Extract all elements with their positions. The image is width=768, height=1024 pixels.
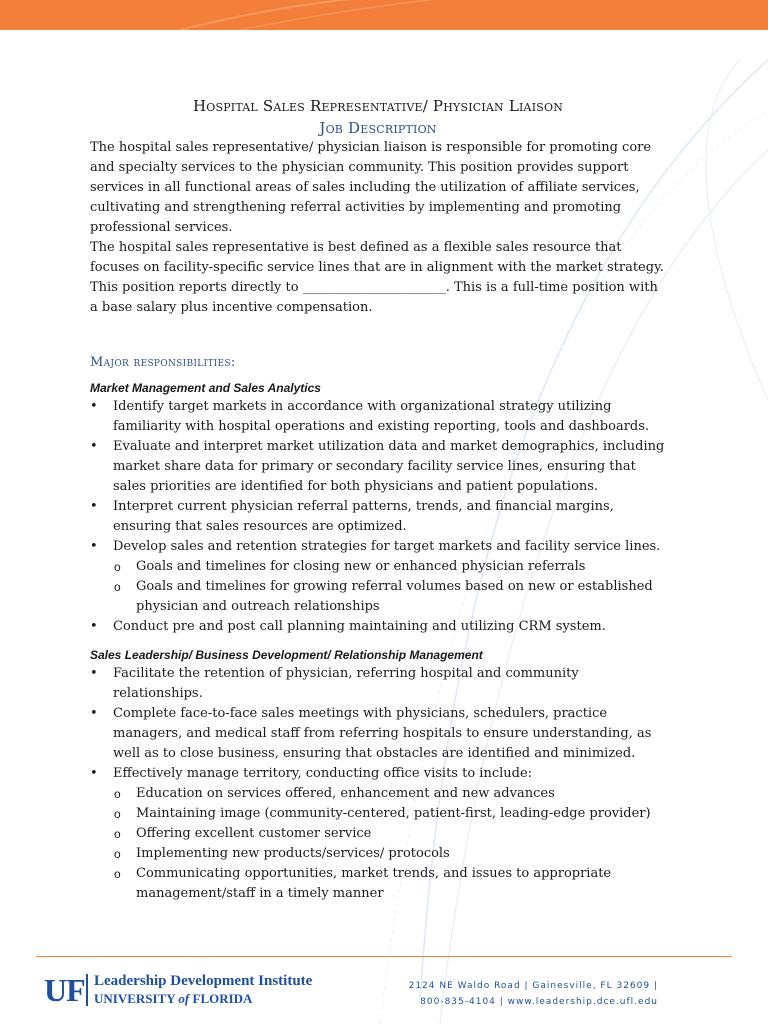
bullet-icon: •: [90, 706, 98, 721]
footer-divider: [36, 956, 732, 957]
bullet-icon: •: [90, 539, 98, 554]
subsection-heading-market-management: Market Management and Sales Analytics: [90, 381, 321, 395]
sub-bullet-icon: o: [114, 867, 121, 881]
footer-address-line: 2124 NE Waldo Road | Gainesville, FL 32609 |: [408, 981, 658, 991]
bullet-icon: •: [90, 666, 98, 681]
bullet-icon: •: [90, 499, 98, 514]
sub-bullet-icon: o: [114, 787, 121, 801]
bullet-icon: •: [90, 619, 98, 634]
sub-list-item: o Goals and timelines for closing new or enhanced physician referrals: [90, 557, 666, 577]
sub-list-item: o Maintaining image (community-centered, patient-first, leading-edge provider): [90, 804, 666, 824]
sub-bullet-list-market-management: [90, 557, 666, 617]
footer-address: [409, 978, 658, 1010]
list-item: • Complete face-to-face sales meetings with physicians, schedulers, practice managers, and medical staff from referring hospitals to ensure understanding, as well as to close business, ensuring that obstacles are identified and minimized.: [90, 706, 652, 761]
bullet-icon: •: [90, 399, 98, 414]
sub-bullet-list-sales-leadership: [90, 784, 666, 904]
logo-divider: [86, 974, 88, 1006]
subsection-heading-sales-leadership: Sales Leadership/ Business Development/ Relationship Management: [90, 648, 483, 662]
sub-list-item: o Offering excellent customer service: [90, 824, 666, 844]
bullet-list-market-management-end: [90, 617, 666, 637]
sub-bullet-icon: o: [114, 827, 121, 841]
sub-bullet-icon: o: [114, 560, 121, 574]
section-heading-responsibilities: Major responsibilities:: [90, 355, 236, 370]
overview-paragraph: The hospital sales representative is best defined as a flexible sales resource that focuses on facility-specific service lines that are in alignment with the market strategy. This position reports directly to ______________________. This is a full-time position with a base salary plus incentive compensation.: [90, 240, 664, 315]
sub-list-item: o Goals and timelines for growing referral volumes based on new or established physician and outreach relationships: [114, 579, 653, 614]
bullet-list-market-management: [90, 397, 666, 557]
banner-swoosh-decoration: [0, 0, 768, 30]
list-item: • Evaluate and interpret market utilization data and market demographics, including market share data for primary or secondary facility service lines, ensuring that sales priorities are identified for both physicians and patient populations.: [90, 439, 665, 494]
intro-paragraph: The hospital sales representative/ physician liaison is responsible for promoting core and specialty services to the physician community. This position provides support services in all functional areas of sales including the utilization of affiliate services, cultivating and strengthening referral activities by implementing and promoting professional services.: [90, 140, 652, 235]
bullet-list-sales-leadership: [90, 664, 666, 784]
uf-logo-mark: UF: [44, 972, 85, 1008]
sub-bullet-icon: o: [114, 807, 121, 821]
logo-institute-name: Leadership Development Institute: [94, 973, 313, 989]
sub-list-item: o Implementing new products/services/ protocols: [90, 844, 666, 864]
top-banner: [0, 0, 768, 30]
document-body: [90, 96, 666, 904]
sub-list-item: o Communicating opportunities, market trends, and issues to appropriate management/staff in a timely manner: [114, 866, 612, 901]
list-item: • Identify target markets in accordance with organizational strategy utilizing familiarity with hospital operations and existing reporting, tools and dashboards.: [90, 399, 650, 434]
list-item: • Conduct pre and post call planning maintaining and utilizing CRM system.: [90, 617, 666, 637]
sub-bullet-icon: o: [114, 580, 121, 594]
list-item: • Effectively manage territory, conducting office visits to include:: [90, 764, 666, 784]
sub-list-item: o Education on services offered, enhancement and new advances: [90, 784, 666, 804]
bullet-icon: •: [90, 766, 98, 781]
document-subtitle: Job Description: [319, 119, 437, 137]
list-item: • Develop sales and retention strategies for target markets and facility service lines.: [90, 537, 666, 557]
footer-contact-line[interactable]: 800-835-4104 | www.leadership.dce.ufl.edu: [420, 997, 658, 1007]
bullet-icon: •: [90, 439, 98, 454]
sub-bullet-icon: o: [114, 847, 121, 861]
document-title: Hospital Sales Representative/ Physician Liaison: [192, 97, 564, 115]
list-item: • Interpret current physician referral patterns, trends, and financial margins, ensuring that sales resources are optimized.: [90, 499, 614, 534]
logo-university-name: UNIVERSITY of FLORIDA: [94, 991, 253, 1006]
list-item: • Facilitate the retention of physician, referring hospital and community relationships.: [90, 666, 579, 701]
